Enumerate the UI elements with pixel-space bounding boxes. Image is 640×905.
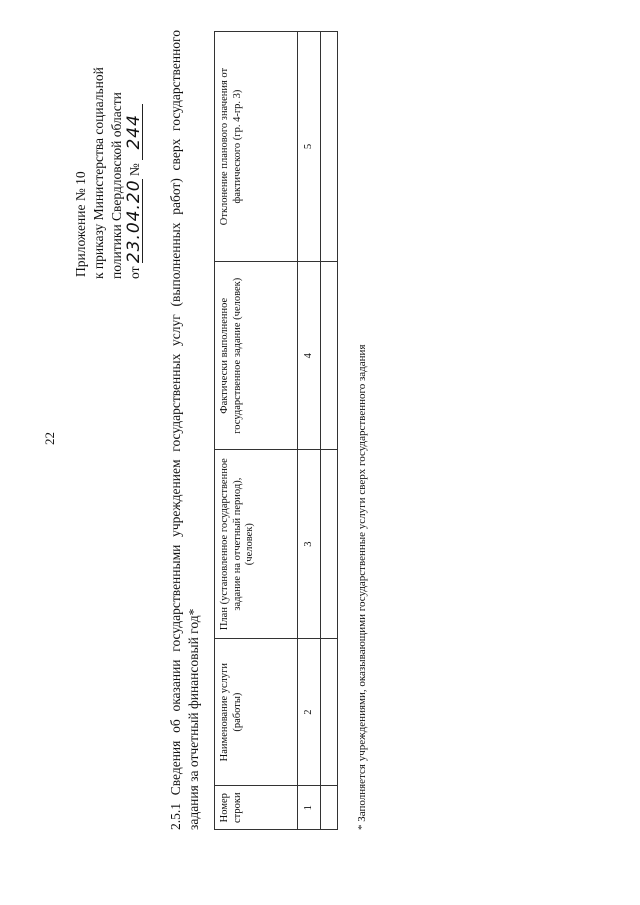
section-heading: 2.5.1 Сведения об оказании государственными учреждением государственных услуг (выполненных работ) сверх государственного задания за отчетный финансовый год*: [168, 30, 201, 830]
services-table: [214, 31, 338, 830]
empty-cell: [321, 262, 338, 450]
column-number: 5: [298, 32, 321, 262]
header-service-name: Наименование услуги (работы): [215, 638, 298, 786]
footnote: * Заполняется учреждениями, оказывающими государственные услуги сверх государственного задания: [356, 344, 368, 830]
empty-cell: [321, 32, 338, 262]
appendix-order-ref: к приказу Министерства социальной: [91, 67, 106, 279]
date-prefix: от: [127, 266, 142, 279]
handwritten-date: 23.04.20: [124, 179, 144, 264]
column-number: 3: [298, 450, 321, 638]
number-prefix: №: [127, 163, 142, 177]
column-number-row: [298, 32, 321, 830]
table-header-row: [215, 32, 298, 830]
header-deviation: Отклонение планового значения от фактического (гр. 4-гр. 3): [215, 32, 298, 262]
appendix-title: Приложение № 10: [73, 171, 88, 277]
empty-cell: [321, 786, 338, 830]
header-actual: Фактически выполненное государственное задание (человек): [215, 262, 298, 450]
column-number: 2: [298, 638, 321, 786]
appendix-ministry: политики Свердловской области: [109, 92, 124, 279]
header-row-number: Номер строки: [215, 786, 298, 830]
table-row: [321, 32, 338, 830]
page-number: 22: [42, 432, 57, 445]
empty-cell: [321, 638, 338, 786]
appendix-block: [72, 11, 144, 281]
header-plan: План (установленное государственное задание на отчетный период), (человек): [215, 450, 298, 638]
appendix-date-line: [126, 11, 144, 281]
column-number: 1: [298, 786, 321, 830]
empty-cell: [321, 450, 338, 638]
handwritten-number: 244: [126, 104, 143, 160]
column-number: 4: [298, 262, 321, 450]
